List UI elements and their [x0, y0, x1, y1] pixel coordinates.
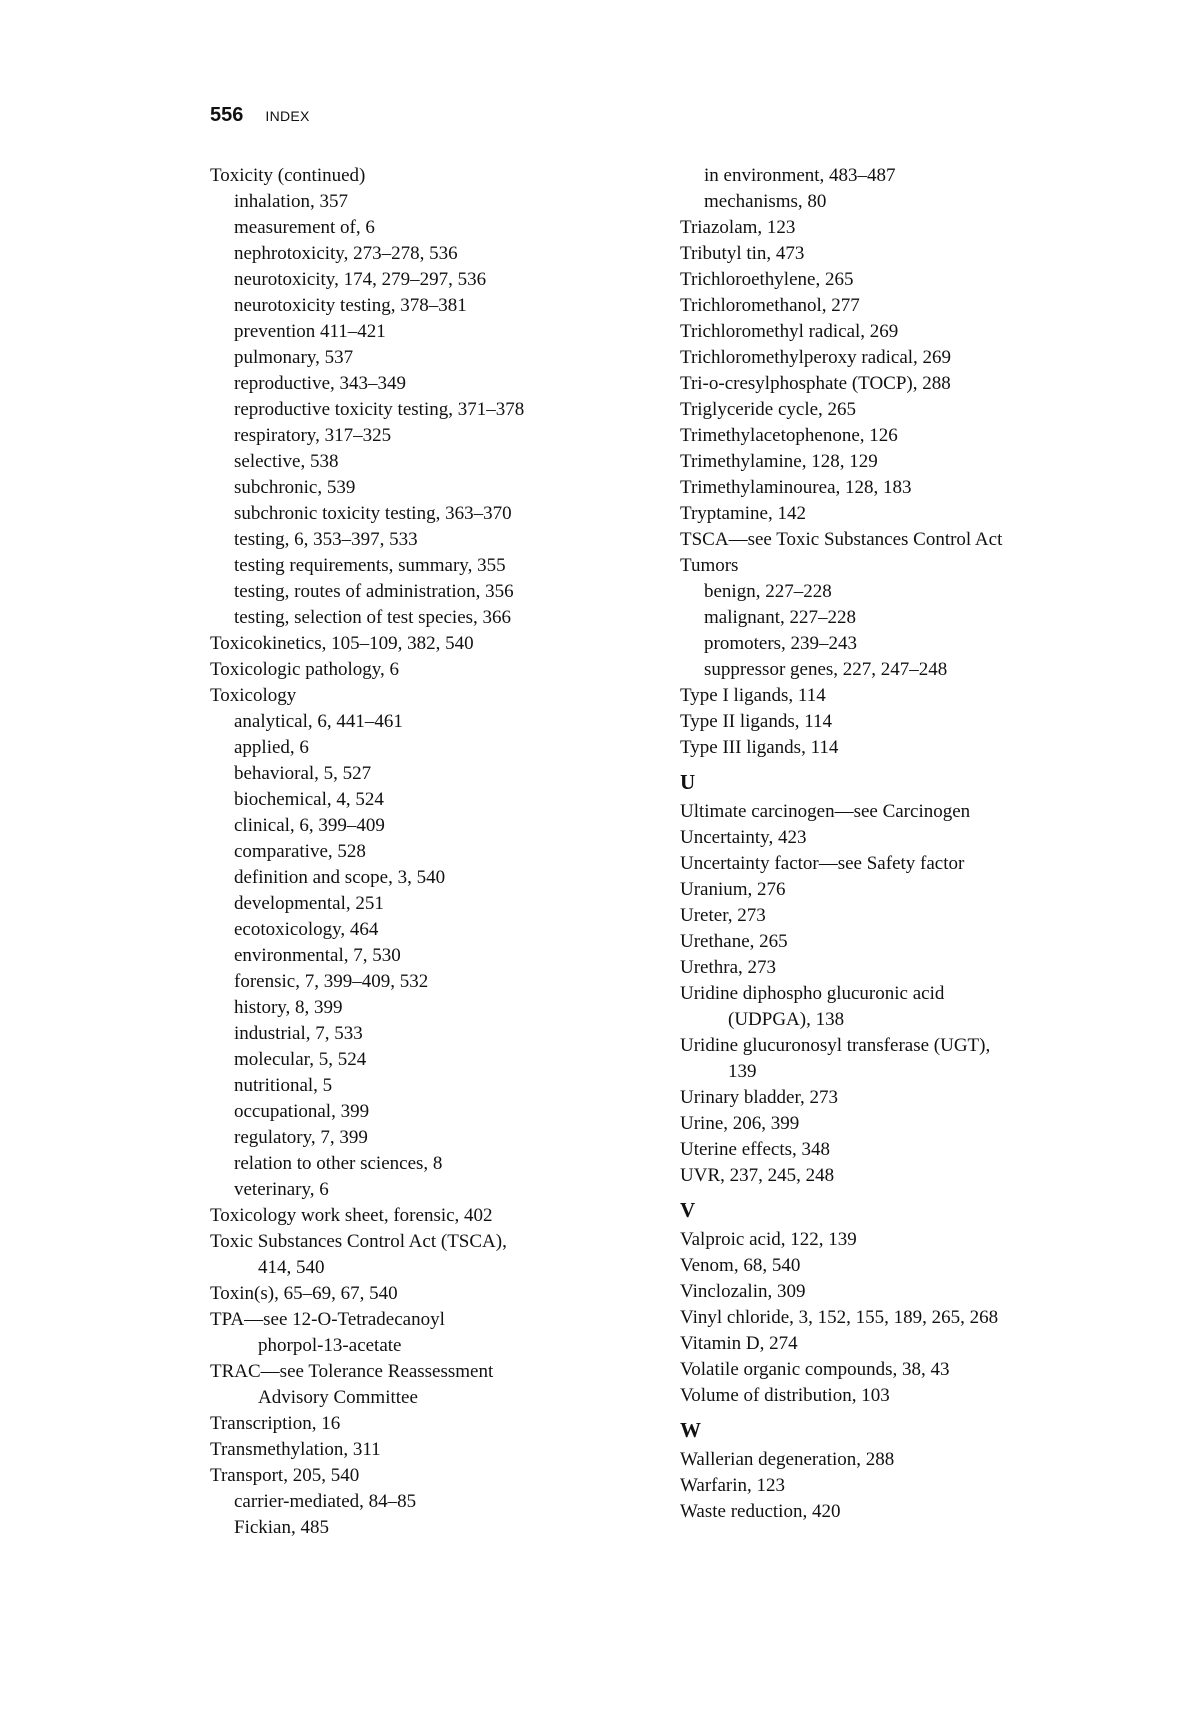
index-entry: Trimethylacetophenone, 126	[680, 425, 898, 446]
index-entry: Triglyceride cycle, 265	[680, 399, 857, 420]
index-entry: Transcription, 16	[210, 1413, 341, 1434]
index-entry: Toxicology	[210, 685, 297, 706]
index-entry: Urethane, 265	[680, 931, 788, 952]
index-subentry: Fickian, 485	[234, 1517, 329, 1538]
index-subentry: industrial, 7, 533	[234, 1023, 363, 1044]
index-subentry: neurotoxicity, 174, 279–297, 536	[234, 269, 487, 290]
index-subentry: behavioral, 5, 527	[234, 763, 372, 784]
index-subentry: testing, selection of test species, 366	[234, 607, 512, 628]
index-entry: Vinyl chloride, 3, 152, 155, 189, 265, 268	[680, 1307, 999, 1328]
running-head: INDEX	[265, 108, 310, 124]
index-entry: TRAC—see Tolerance Reassessment	[210, 1361, 494, 1382]
index-entry: Tributyl tin, 473	[680, 243, 805, 264]
index-subentry: reproductive, 343–349	[234, 373, 407, 394]
index-subentry: inhalation, 357	[234, 191, 348, 212]
index-subentry: forensic, 7, 399–409, 532	[234, 971, 429, 992]
index-subentry: biochemical, 4, 524	[234, 789, 384, 810]
index-entry: Trimethylaminourea, 128, 183	[680, 477, 912, 498]
index-section-letter: V	[680, 1198, 696, 1222]
index-entry: Toxin(s), 65–69, 67, 540	[210, 1283, 398, 1304]
index-entry: Uncertainty factor—see Safety factor	[680, 853, 965, 874]
index-entry: Toxicokinetics, 105–109, 382, 540	[210, 633, 474, 654]
index-section-letter: U	[680, 770, 696, 794]
index-entry: Venom, 68, 540	[680, 1255, 801, 1276]
index-subentry: ecotoxicology, 464	[234, 919, 379, 940]
index-subentry: testing requirements, summary, 355	[234, 555, 506, 576]
index-subentry: suppressor genes, 227, 247–248	[704, 659, 948, 680]
index-entry: Volatile organic compounds, 38, 43	[680, 1359, 950, 1380]
index-subentry: nephrotoxicity, 273–278, 536	[234, 243, 458, 264]
index-section-letter: W	[680, 1418, 701, 1442]
index-entry: Toxic Substances Control Act (TSCA),	[210, 1231, 507, 1252]
index-entry: UVR, 237, 245, 248	[680, 1165, 835, 1186]
index-subentry: history, 8, 399	[234, 997, 343, 1018]
index-subentry: clinical, 6, 399–409	[234, 815, 385, 836]
index-entry: Urethra, 273	[680, 957, 777, 978]
index-subentry: selective, 538	[234, 451, 339, 472]
index-subentry: testing, 6, 353–397, 533	[234, 529, 418, 550]
index-entry: Toxicity (continued)	[210, 165, 366, 186]
index-entry: Trichloromethanol, 277	[680, 295, 860, 316]
index-entry: Trichloromethylperoxy radical, 269	[680, 347, 952, 368]
index-entry: Ureter, 273	[680, 905, 766, 926]
index-entry: Tumors	[680, 555, 739, 576]
index-subentry: neurotoxicity testing, 378–381	[234, 295, 467, 316]
index-entry: Vinclozalin, 309	[680, 1281, 806, 1302]
index-subentry: applied, 6	[234, 737, 309, 758]
index-entry: Ultimate carcinogen—see Carcinogen	[680, 801, 971, 822]
index-subentry: subchronic, 539	[234, 477, 356, 498]
index-entry: Transport, 205, 540	[210, 1465, 360, 1486]
index-entry: Uridine glucuronosyl transferase (UGT),	[680, 1035, 991, 1056]
index-entry: Vitamin D, 274	[680, 1333, 798, 1354]
index-subentry: analytical, 6, 441–461	[234, 711, 403, 732]
index-subentry: prevention 411–421	[234, 321, 386, 342]
index-subentry: malignant, 227–228	[704, 607, 856, 628]
index-entry: Toxicologic pathology, 6	[210, 659, 399, 680]
index-entry: Warfarin, 123	[680, 1475, 786, 1496]
index-subentry: nutritional, 5	[234, 1075, 333, 1096]
index-entry: Urinary bladder, 273	[680, 1087, 839, 1108]
index-subentry: Advisory Committee	[258, 1387, 418, 1408]
index-entry: Uridine diphospho glucuronic acid	[680, 983, 945, 1004]
index-column-left	[210, 163, 670, 1541]
page-number: 556	[210, 104, 244, 126]
index-entry: Type I ligands, 114	[680, 685, 826, 706]
index-subentry: mechanisms, 80	[704, 191, 827, 212]
index-subentry: molecular, 5, 524	[234, 1049, 367, 1070]
index-entry: Uterine effects, 348	[680, 1139, 831, 1160]
index-subentry: veterinary, 6	[234, 1179, 329, 1200]
index-subentry: occupational, 399	[234, 1101, 370, 1122]
index-subentry: respiratory, 317–325	[234, 425, 392, 446]
index-entry: Transmethylation, 311	[210, 1439, 381, 1460]
index-entry: Toxicology work sheet, forensic, 402	[210, 1205, 493, 1226]
index-entry: Uncertainty, 423	[680, 827, 807, 848]
index-subentry: relation to other sciences, 8	[234, 1153, 443, 1174]
index-subentry: phorpol-13-acetate	[258, 1335, 402, 1356]
index-subentry: pulmonary, 537	[234, 347, 354, 368]
index-entry: Valproic acid, 122, 139	[680, 1229, 857, 1250]
index-subentry: (UDPGA), 138	[728, 1009, 845, 1030]
index-entry: Urine, 206, 399	[680, 1113, 800, 1134]
index-subentry: measurement of, 6	[234, 217, 375, 238]
index-column-right	[680, 163, 1140, 1525]
index-entry: Triazolam, 123	[680, 217, 796, 238]
index-entry: Uranium, 276	[680, 879, 786, 900]
index-entry: Wallerian degeneration, 288	[680, 1449, 895, 1470]
index-subentry: environmental, 7, 530	[234, 945, 401, 966]
index-subentry: regulatory, 7, 399	[234, 1127, 368, 1148]
index-entry: Tryptamine, 142	[680, 503, 806, 524]
index-entry: Trichloromethyl radical, 269	[680, 321, 899, 342]
index-entry: Type II ligands, 114	[680, 711, 833, 732]
index-entry: Trimethylamine, 128, 129	[680, 451, 878, 472]
index-subentry: developmental, 251	[234, 893, 384, 914]
index-entry: Waste reduction, 420	[680, 1501, 841, 1522]
index-subentry: definition and scope, 3, 540	[234, 867, 446, 888]
index-subentry: testing, routes of administration, 356	[234, 581, 514, 602]
index-subentry: 414, 540	[258, 1257, 325, 1278]
index-subentry: promoters, 239–243	[704, 633, 858, 654]
index-subentry: benign, 227–228	[704, 581, 832, 602]
index-entry: TSCA—see Toxic Substances Control Act	[680, 529, 1003, 550]
index-subentry: subchronic toxicity testing, 363–370	[234, 503, 512, 524]
index-subentry: reproductive toxicity testing, 371–378	[234, 399, 525, 420]
page-header	[210, 104, 310, 134]
index-entry: TPA—see 12-O-Tetradecanoyl	[210, 1309, 445, 1330]
index-subentry: carrier-mediated, 84–85	[234, 1491, 417, 1512]
index-subentry: comparative, 528	[234, 841, 366, 862]
index-entry: Tri-o-cresylphosphate (TOCP), 288	[680, 373, 951, 394]
index-entry: Volume of distribution, 103	[680, 1385, 890, 1406]
index-entry: Trichloroethylene, 265	[680, 269, 854, 290]
index-subentry: 139	[728, 1061, 757, 1082]
index-entry: Type III ligands, 114	[680, 737, 839, 758]
index-subentry: in environment, 483–487	[704, 165, 896, 186]
